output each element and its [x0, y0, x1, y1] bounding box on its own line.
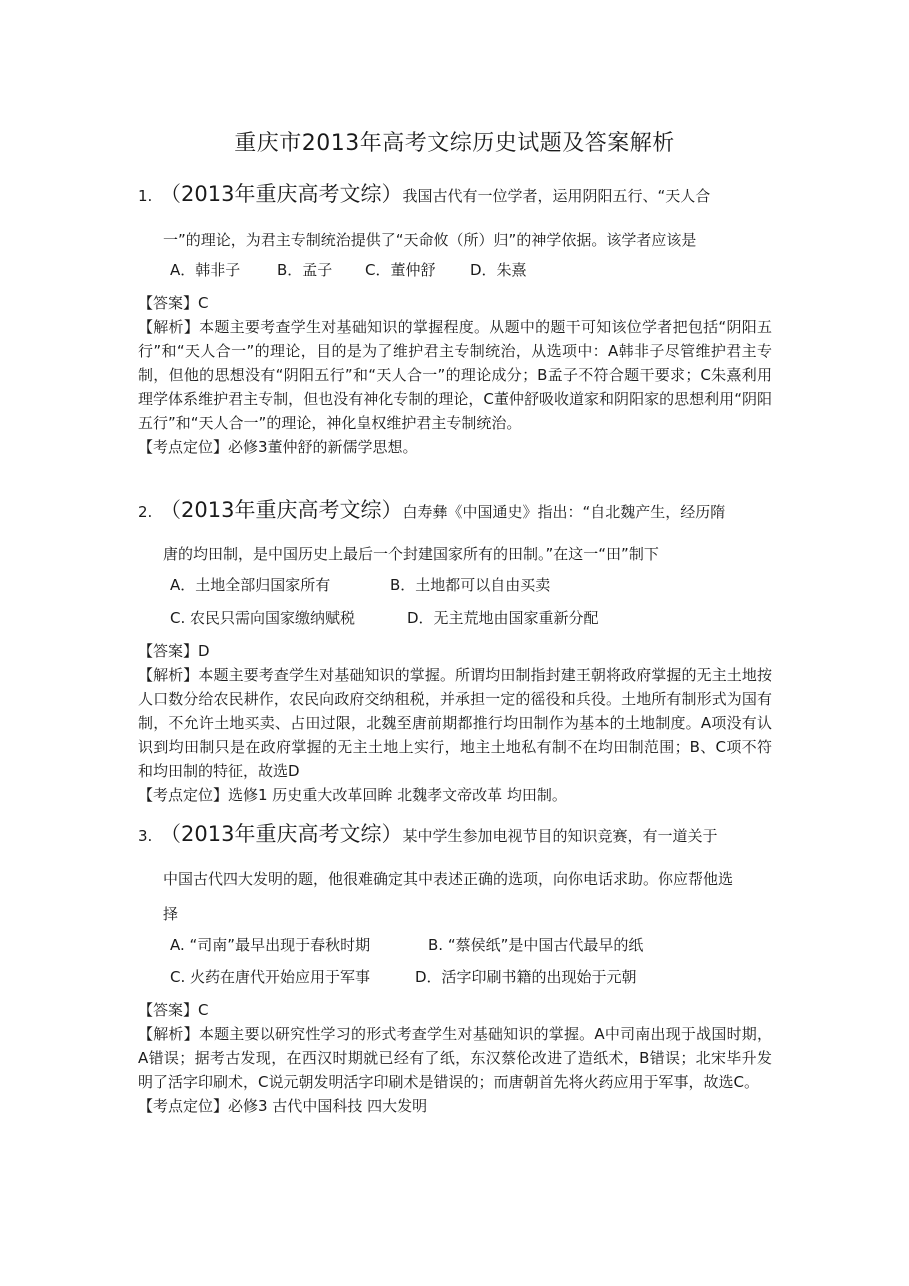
option-a: A. “司南”最早出现于春秋时期	[170, 936, 371, 954]
option-a: A．韩非子	[170, 261, 241, 279]
option-c: C. 火药在唐代开始应用于军事	[170, 968, 371, 986]
key-point-line: 【考点定位】必修3 古代中国科技 四大发明	[138, 1097, 428, 1115]
question-1-line	[138, 178, 710, 208]
answer-line: 【答案】C	[138, 294, 209, 312]
question-2-line	[138, 494, 725, 524]
option-b: B. “蔡侯纸”是中国古代最早的纸	[428, 936, 644, 954]
option-c: C. 农民只需向国家缴纳赋税	[170, 609, 356, 627]
option-d: D．活字印刷书籍的出现始于元朝	[415, 968, 637, 986]
document-title: 重庆市2013年高考文综历史试题及答案解析	[234, 131, 675, 156]
answer-line: 【答案】C	[138, 1001, 209, 1019]
question-number: 1.	[138, 187, 153, 205]
key-point-line: 【考点定位】必修3董仲舒的新儒学思想。	[138, 438, 418, 456]
question-1-explanation	[138, 291, 772, 459]
option-b: B．土地都可以自由买卖	[390, 576, 551, 594]
option-d: D．朱熹	[470, 261, 527, 279]
answer-line: 【答案】D	[138, 642, 210, 660]
question-source: （2013年重庆高考文综）	[160, 498, 403, 522]
question-stem: 白寿彝《中国通史》指出：“自北魏产生，经历隋	[402, 503, 726, 521]
analysis-text: 【解析】本题主要考查学生对基础知识的掌握。所谓均田制指封建王朝将政府掌握的无主土地按人口数分给农民耕作，农民向政府交纳租税，并承担一定的徭役和兵役。土地所有制形式为国有制，不允许土地买卖、占田过限，北魏至唐前期都推行均田制作为基本的土地制度。A项没有认识到均田制只是在政府掌握的无主土地上实行，地主土地私有制不在均田制范围；B、C项不符和均田制的特征，故选D	[138, 666, 772, 780]
analysis-text: 【解析】本题主要以研究性学习的形式考查学生对基础知识的掌握。A中司南出现于战国时期，A错误；据考古发现，在西汉时期就已经有了纸，东汉蔡伦改进了造纸术，B错误；北宋毕升发明了活字印刷术，C说元朝发明活字印刷术是错误的；而唐朝首先将火药应用于军事，故选C。	[138, 1025, 772, 1091]
question-3-stem-continued: 中国古代四大发明的题，他很难确定其中表述正确的选项，向你电话求助。你应帮他选	[163, 870, 734, 888]
option-b: B．孟子	[277, 261, 333, 279]
question-stem: 某中学生参加电视节目的知识竞赛，有一道关于	[402, 827, 718, 845]
question-source: （2013年重庆高考文综）	[160, 822, 403, 846]
question-3-explanation	[138, 998, 772, 1118]
question-2-explanation	[138, 639, 772, 807]
question-number: 2.	[138, 503, 153, 521]
question-3-stem-continued-2: 择	[163, 905, 179, 923]
option-d: D．无主荒地由国家重新分配	[407, 609, 599, 627]
question-2-stem-continued: 唐的均田制，是中国历史上最后一个封建国家所有的田制。”在这一“田”制下	[163, 545, 659, 563]
question-stem: 我国古代有一位学者，运用阴阳五行、“天人合	[402, 187, 711, 205]
analysis-text: 【解析】本题主要考查学生对基础知识的掌握程度。从题中的题干可知该位学者把包括“阴阳五行”和“天人合一”的理论，目的是为了维护君主专制统治，从选项中：A韩非子尽管维护君主专制，但他的思想没有“阴阳五行”和“天人合一”的理论成分；B孟子不符合题干要求；C朱熹利用理学体系维护君主专制，但也没有神化专制的理论，C董仲舒吸收道家和阴阳家的思想利用“阴阳五行”和“天人合一”的理论，神化皇权维护君主专制统治。	[138, 318, 772, 432]
option-a: A．土地全部归国家所有	[170, 576, 331, 594]
question-1-stem-continued: 一”的理论，为君主专制统治提供了“天命攸（所）归”的神学依据。该学者应该是	[163, 231, 697, 249]
option-c: C．董仲舒	[365, 261, 436, 279]
question-source: （2013年重庆高考文综）	[160, 182, 403, 206]
question-number: 3.	[138, 827, 153, 845]
question-3-line	[138, 818, 717, 848]
key-point-line: 【考点定位】选修1 历史重大改革回眸 北魏孝文帝改革 均田制。	[138, 786, 567, 804]
